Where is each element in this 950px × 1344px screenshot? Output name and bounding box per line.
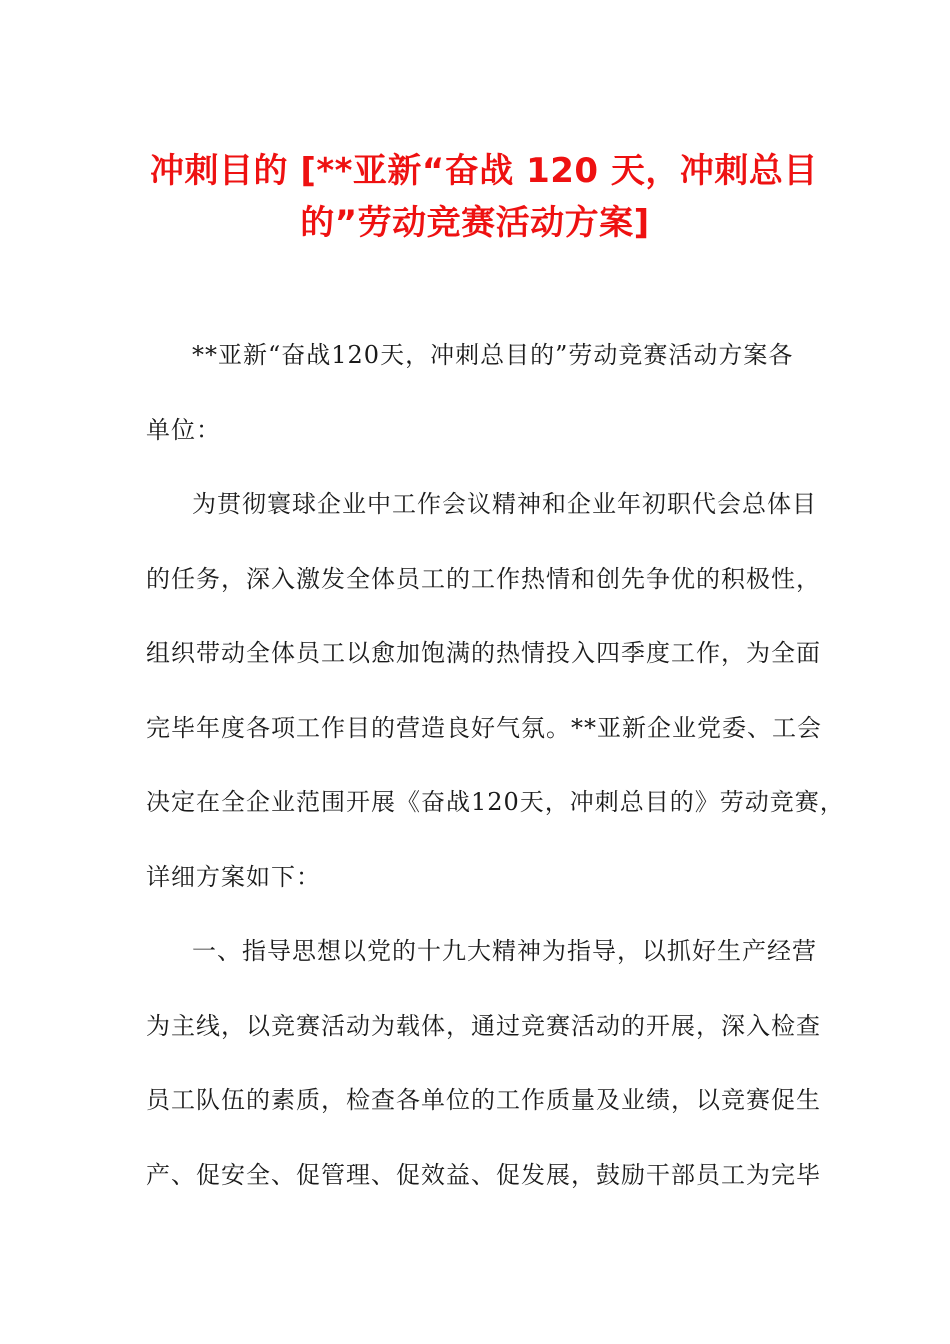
body-line: 为贯彻寰球企业中工作会议精神和企业年初职代会总体目 <box>192 490 817 518</box>
body-line: 组织带动全体员工以愈加饱满的热情投入四季度工作，为全面 <box>146 639 821 667</box>
body-line: 单位： <box>146 415 221 444</box>
document-body <box>146 328 845 1222</box>
title-line-2: 的”劳动竞赛活动方案] <box>300 203 650 243</box>
title-line-1: 冲刺目的 [**亚新“奋战 120 天，冲刺总目 <box>150 151 818 191</box>
body-line: 产、促安全、促管理、促效益、促发展，鼓励干部员工为完毕 <box>146 1160 821 1189</box>
body-line: 详细方案如下： <box>146 862 321 891</box>
body-line: 一、指导思想以党的十九大精神为指导，以抓好生产经营 <box>192 937 817 965</box>
body-line: 为主线，以竞赛活动为载体，通过竞赛活动的开展，深入检查 <box>146 1011 821 1040</box>
document-title <box>150 145 818 249</box>
body-line: 完毕年度各项工作目的营造良好气氛。**亚新企业党委、工会 <box>146 713 822 742</box>
body-line: 员工队伍的素质，检查各单位的工作质量及业绩，以竞赛促生 <box>146 1086 821 1114</box>
body-line: **亚新“奋战120天，冲刺总目的”劳动竞赛活动方案各 <box>192 341 794 369</box>
body-line: 决定在全企业范围开展《奋战120天，冲刺总目的》劳动竞赛， <box>146 788 845 816</box>
body-line: 的任务，深入激发全体员工的工作热情和创先争优的积极性， <box>146 564 821 593</box>
